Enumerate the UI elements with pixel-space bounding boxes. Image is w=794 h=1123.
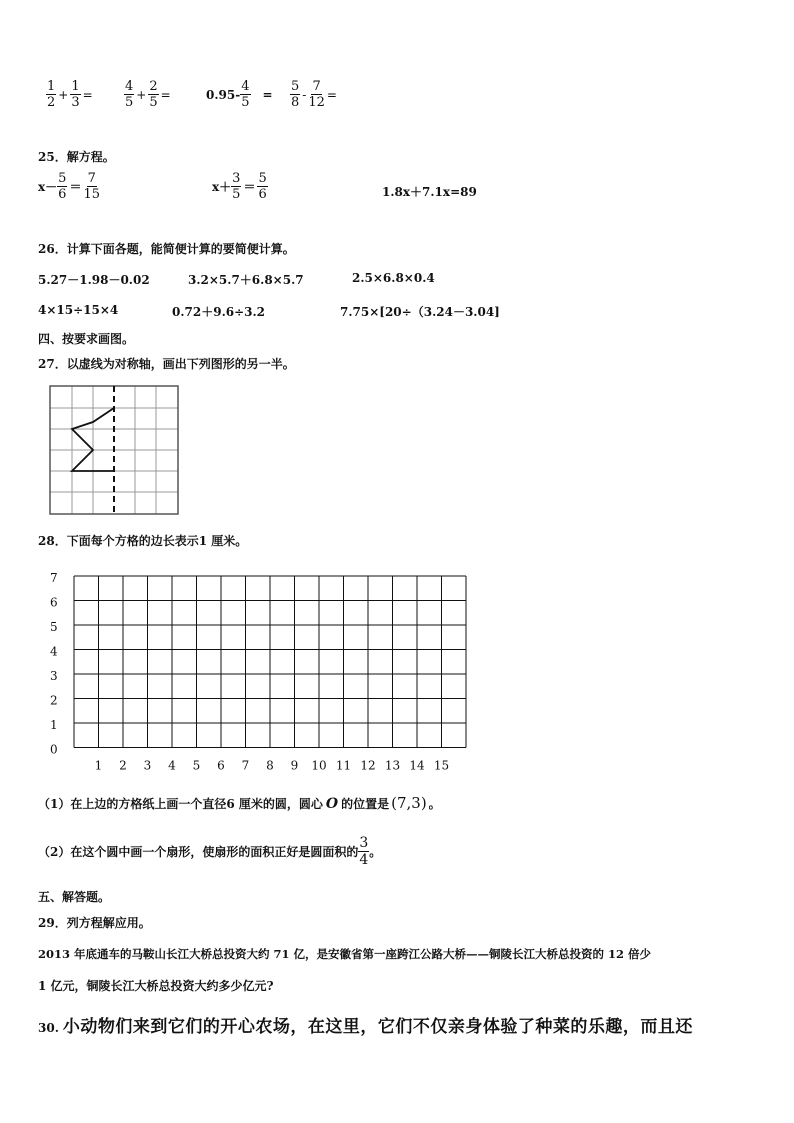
x-tick-label: 14 (409, 758, 425, 770)
q30-line (38, 1012, 693, 1037)
expr-4: $\frac{5}{8}$ - $\frac{7}{12}$ = (291, 79, 337, 110)
y-tick-label: 2 (50, 693, 58, 708)
fraction: $\frac{5}{8}$ (291, 79, 300, 110)
symmetry-grid (48, 384, 180, 516)
section-heading: 四、按要求画图。 (38, 332, 135, 346)
fraction: $\frac{1}{3}$ (71, 79, 80, 110)
center-variable: O (325, 796, 339, 812)
grid-lines (74, 576, 466, 748)
coordinate-grid (44, 566, 484, 770)
q29-title: 29．列方程解应用。 (38, 916, 151, 930)
calc-item: 7.75×[20÷（3.24－3.04] (340, 305, 500, 319)
fraction: $\frac{5}{6}$ (58, 171, 67, 202)
y-tick-label: 1 (50, 718, 58, 732)
x-tick-label: 10 (311, 758, 327, 770)
x-tick-label: 6 (217, 758, 225, 770)
x-tick-label: 11 (335, 758, 352, 770)
q26-title: 26．计算下面各题，能简便计算的要简便计算。 (38, 242, 295, 256)
fraction: $\frac{3}{4}$ (359, 835, 369, 868)
x-tick-label: 4 (168, 758, 176, 770)
y-axis-labels (50, 571, 58, 757)
calc-item: 4×15÷15×4 (38, 303, 119, 317)
x-tick-label: 7 (241, 758, 250, 770)
q29-line-2: 1 亿元，铜陵长江大桥总投资大约多少亿元? (38, 979, 274, 993)
calc-item: 3.2×5.7＋6.8×5.7 (188, 273, 304, 287)
x-tick-label: 1 (94, 758, 103, 770)
x-tick-label: 5 (192, 758, 201, 770)
fraction: $\frac{7}{12}$ (308, 79, 325, 110)
equation-2: x＋ $\frac{3}{5}$ ＝ $\frac{5}{6}$ (212, 171, 267, 202)
expr-1: $\frac{1}{2}$ + $\frac{1}{3}$ = (47, 79, 93, 110)
q30-text: 小动物们来到它们的开心农场，在这里，它们不仅亲身体验了种菜的乐趣，而且还 (62, 1017, 693, 1037)
q25-title: 25．解方程。 (38, 150, 115, 164)
y-tick-label: 7 (50, 571, 58, 585)
equation-3: 1.8x＋7.1x=89 (382, 185, 477, 199)
y-tick-label: 5 (50, 620, 58, 634)
x-tick-label: 3 (143, 758, 152, 770)
x-axis-labels (95, 759, 449, 771)
x-tick-label: 8 (266, 758, 274, 770)
q27-title: 27．以虚线为对称轴，画出下列图形的另一半。 (38, 357, 295, 371)
x-tick-label: 15 (433, 758, 450, 770)
calc-item: 5.27－1.98－0.02 (38, 273, 150, 287)
fraction: $\frac{4}{5}$ (125, 79, 134, 110)
calc-item: 2.5×6.8×0.4 (352, 271, 435, 285)
q28-title: 28．下面每个方格的边长表示1 厘米。 (38, 534, 248, 548)
q30-number: 30. (38, 1021, 59, 1035)
fraction: $\frac{3}{5}$ (232, 171, 241, 202)
q28-part2: （2）在这个圆中画一个扇形，使扇形的面积正好是圆面积的 $\frac{3}{4}$ 。 (38, 835, 382, 868)
x-tick-label: 13 (384, 758, 401, 770)
x-tick-label: 9 (290, 758, 299, 770)
calc-item: 0.72＋9.6÷3.2 (172, 305, 266, 319)
x-tick-label: 12 (360, 758, 376, 770)
fraction: $\frac{5}{6}$ (258, 171, 267, 202)
center-coordinate: (7,3) (391, 794, 427, 812)
section-heading: 五、解答题。 (38, 890, 111, 904)
fraction: $\frac{4}{5}$ (241, 79, 250, 110)
y-tick-label: 4 (50, 644, 58, 659)
equation-1: x－ $\frac{5}{6}$ ＝ $\frac{7}{15}$ (38, 171, 100, 202)
fraction: $\frac{7}{15}$ (83, 171, 100, 202)
x-tick-label: 2 (119, 758, 127, 770)
y-tick-label: 3 (50, 669, 58, 683)
y-tick-label: 0 (50, 742, 58, 757)
y-tick-label: 6 (50, 595, 58, 610)
fraction: $\frac{1}{2}$ (47, 79, 56, 110)
expr-2: $\frac{4}{5}$ + $\frac{2}{5}$ = (125, 79, 171, 110)
q28-part1: （1）在上边的方格纸上画一个直径6 厘米的圆，圆心 O 的位置是 (7,3) 。 (38, 794, 441, 812)
q29-line-1: 2013 年底通车的马鞍山长江大桥总投资大约 71 亿，是安徽省第一座跨江公路大桥——铜陵长江大桥总投资的 12 倍少 (38, 947, 652, 961)
fraction: $\frac{2}{5}$ (149, 79, 158, 110)
expr-3: 0.95- $\frac{4}{5}$ = (206, 79, 273, 110)
